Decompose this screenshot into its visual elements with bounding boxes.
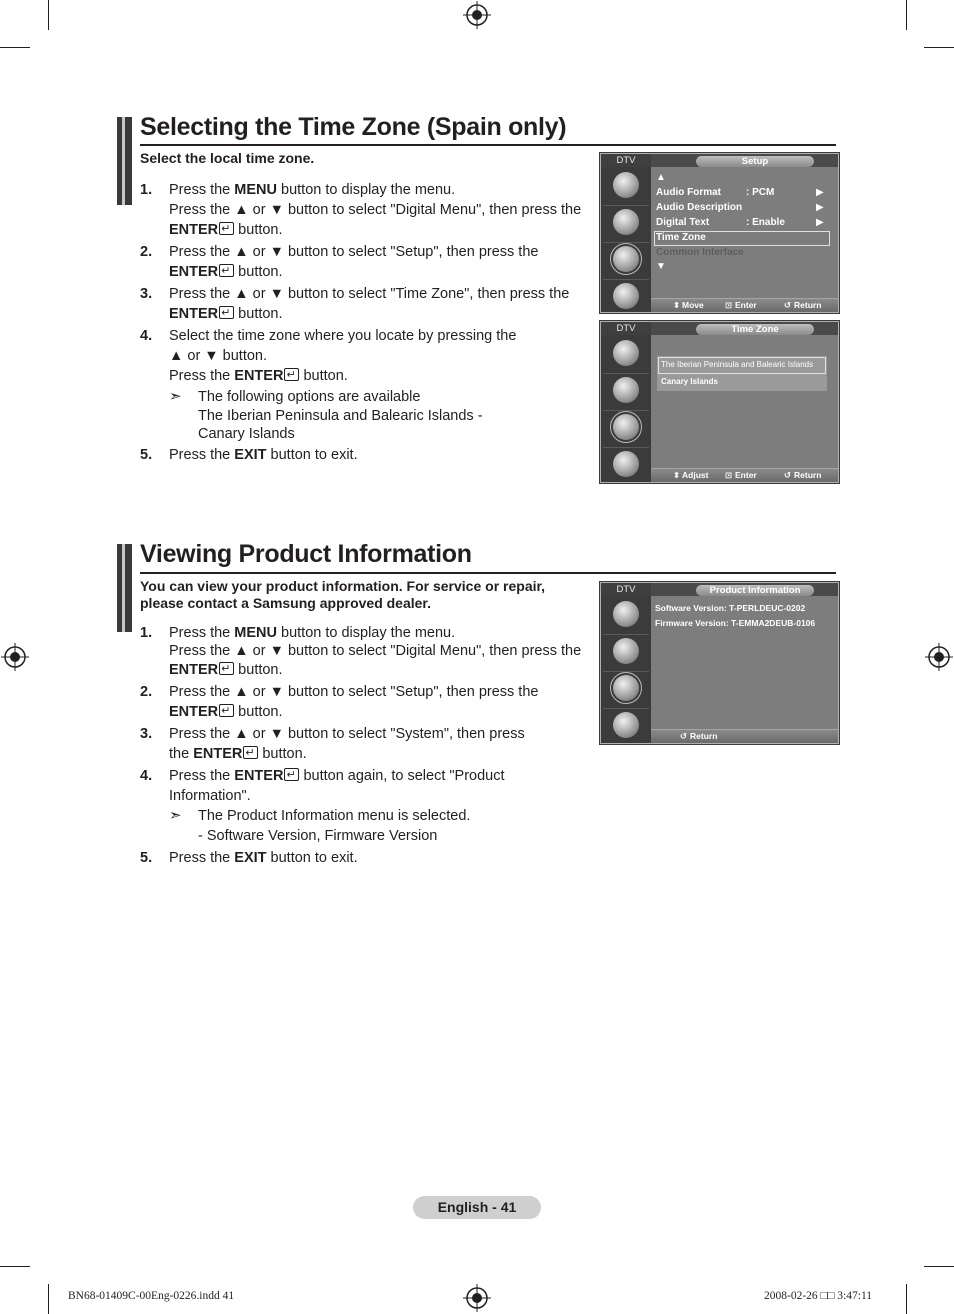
step-text: Press the ENTER↵ button again, to select "Product <box>169 766 505 786</box>
move-icon: ⬍ <box>673 300 681 310</box>
osd-dtv-label: DTV <box>601 322 651 335</box>
osd-dtv-label: DTV <box>601 583 651 596</box>
osd-footer: ↺ Return <box>651 729 838 743</box>
input-icon <box>613 712 639 738</box>
step-text: ENTER↵ button. <box>169 660 283 680</box>
note-arrow-icon: ➣ <box>169 807 182 824</box>
osd-item-audio-description[interactable]: Audio Description ▶ <box>656 202 824 213</box>
step-number: 4. <box>140 768 153 784</box>
crop-mark <box>0 47 30 48</box>
registration-mark-icon <box>463 1284 491 1312</box>
return-icon: ↺ <box>680 731 688 741</box>
sound-icon <box>613 209 639 235</box>
step-text: ▲ or ▼ button. <box>169 348 268 364</box>
osd-software-version: Software Version: T-PERLDEUC-0202 <box>655 603 806 613</box>
sound-icon <box>613 638 639 664</box>
date-slug: 2008-02-26 □□ 3:47:11 <box>764 1290 873 1302</box>
arrow-right-icon: ▶ <box>816 187 824 198</box>
osd-scroll-up-icon: ▲ <box>656 172 666 183</box>
step-text: Information". <box>169 788 251 804</box>
osd-title: Time Zone <box>696 324 814 335</box>
step-number: 5. <box>140 447 153 463</box>
osd-item-time-zone[interactable]: Time Zone <box>656 232 706 243</box>
section-rule <box>140 572 836 574</box>
arrow-right-icon: ▶ <box>816 217 824 228</box>
osd-dtv-label: DTV <box>601 154 651 167</box>
step-text: ENTER↵ button. <box>169 702 283 722</box>
adjust-icon: ⬍ <box>673 470 681 480</box>
crop-mark <box>924 1266 954 1267</box>
enter-icon <box>219 704 234 717</box>
step-text: Press the ENTER↵ button. <box>169 366 348 386</box>
step-text: ENTER↵ button. <box>169 262 283 282</box>
section-intro: You can view your product information. For service or repair, <box>140 578 546 594</box>
enter-icon <box>219 662 234 675</box>
arrow-right-icon: ▶ <box>816 202 824 213</box>
step-text: Press the ▲ or ▼ button to select "Setup", then press the <box>169 684 539 700</box>
note-arrow-icon: ➣ <box>169 388 182 405</box>
note-text: The Product Information menu is selected. <box>198 808 471 824</box>
enter-icon: ⊡ <box>725 300 733 310</box>
osd-product-info-screen <box>600 582 839 744</box>
note-text: Canary Islands <box>198 426 295 442</box>
crop-mark <box>906 1284 907 1314</box>
step-text: ENTER↵ button. <box>169 220 283 240</box>
file-slug: BN68-01409C-00Eng-0226.indd 41 <box>68 1290 235 1302</box>
return-icon: ↺ <box>784 300 792 310</box>
osd-item-common-interface[interactable]: Common Interface <box>656 247 744 258</box>
section-title-time-zone: Selecting the Time Zone (Spain only) <box>140 113 567 141</box>
osd-title: Product Information <box>696 585 814 596</box>
enter-icon <box>284 768 299 781</box>
setup-icon <box>613 675 639 701</box>
return-icon: ↺ <box>784 470 792 480</box>
crop-mark <box>0 1266 30 1267</box>
osd-sidebar <box>601 596 651 743</box>
step-number: 3. <box>140 726 153 742</box>
step-text: Press the ▲ or ▼ button to select "Digital Menu", then press the <box>169 202 582 218</box>
step-number: 4. <box>140 328 153 344</box>
step-text: Select the time zone where you locate by pressing the <box>169 328 517 344</box>
step-number: 2. <box>140 684 153 700</box>
step-number: 3. <box>140 286 153 302</box>
step-text: Press the MENU button to display the menu. <box>169 182 456 198</box>
osd-item-audio-format[interactable]: Audio Format : PCM ▶ <box>656 187 824 198</box>
step-number: 1. <box>140 182 153 198</box>
section-intro: Select the local time zone. <box>140 150 315 166</box>
crop-mark <box>906 0 907 30</box>
step-text: Press the EXIT button to exit. <box>169 850 358 866</box>
step-text: Press the ▲ or ▼ button to select "Setup", then press the <box>169 244 539 260</box>
section-title-product-info: Viewing Product Information <box>140 540 472 568</box>
section-bar <box>117 544 132 632</box>
registration-mark-icon <box>1 643 29 671</box>
enter-icon: ⊡ <box>725 470 733 480</box>
setup-icon <box>613 414 639 440</box>
step-number: 5. <box>140 850 153 866</box>
osd-option-canary[interactable]: Canary Islands <box>661 377 718 386</box>
step-number: 2. <box>140 244 153 260</box>
osd-setup-screen <box>600 153 839 313</box>
page-number: English - 41 <box>413 1196 541 1219</box>
note-text: The Iberian Peninsula and Balearic Islands - <box>198 408 483 424</box>
crop-mark <box>48 0 49 30</box>
picture-icon <box>613 340 639 366</box>
step-text: ENTER↵ button. <box>169 304 283 324</box>
crop-mark <box>48 1284 49 1314</box>
osd-option-list <box>657 356 827 391</box>
picture-icon <box>613 172 639 198</box>
osd-title: Setup <box>696 156 814 167</box>
osd-sidebar <box>601 167 651 312</box>
osd-option-iberian[interactable]: The Iberian Peninsula and Balearic Islands <box>661 360 814 369</box>
osd-footer: ⬍ Adjust ⊡ Enter ↺ Return <box>651 468 838 482</box>
registration-mark-icon <box>463 1 491 29</box>
registration-mark-icon <box>925 643 953 671</box>
section-bar <box>117 117 132 205</box>
section-rule <box>140 144 836 146</box>
osd-scroll-down-icon: ▼ <box>656 261 666 272</box>
note-text: - Software Version, Firmware Version <box>198 828 438 844</box>
section-intro: please contact a Samsung approved dealer. <box>140 595 431 611</box>
enter-icon <box>284 368 299 381</box>
enter-icon <box>219 306 234 319</box>
osd-time-zone-screen <box>600 321 839 483</box>
osd-sidebar <box>601 335 651 482</box>
step-text: Press the ▲ or ▼ button to select "System", then press <box>169 726 525 742</box>
step-text: the ENTER↵ button. <box>169 744 307 764</box>
enter-icon <box>243 746 258 759</box>
note-text: The following options are available <box>198 389 421 405</box>
sound-icon <box>613 377 639 403</box>
step-text: Press the ▲ or ▼ button to select "Digital Menu", then press the <box>169 643 582 659</box>
osd-item-digital-text[interactable]: Digital Text : Enable ▶ <box>656 217 824 228</box>
step-text: Press the ▲ or ▼ button to select "Time Zone", then press the <box>169 286 570 302</box>
osd-footer: ⬍ Move ⊡ Enter ↺ Return <box>651 298 838 312</box>
step-text: Press the EXIT button to exit. <box>169 447 358 463</box>
input-icon <box>613 451 639 477</box>
crop-mark <box>924 47 954 48</box>
setup-icon <box>613 246 639 272</box>
step-number: 1. <box>140 625 153 641</box>
enter-icon <box>219 264 234 277</box>
osd-firmware-version: Firmware Version: T-EMMA2DEUB-0106 <box>655 618 816 628</box>
enter-icon <box>219 222 234 235</box>
input-icon <box>613 283 639 309</box>
picture-icon <box>613 601 639 627</box>
step-text: Press the MENU button to display the menu. <box>169 625 456 641</box>
